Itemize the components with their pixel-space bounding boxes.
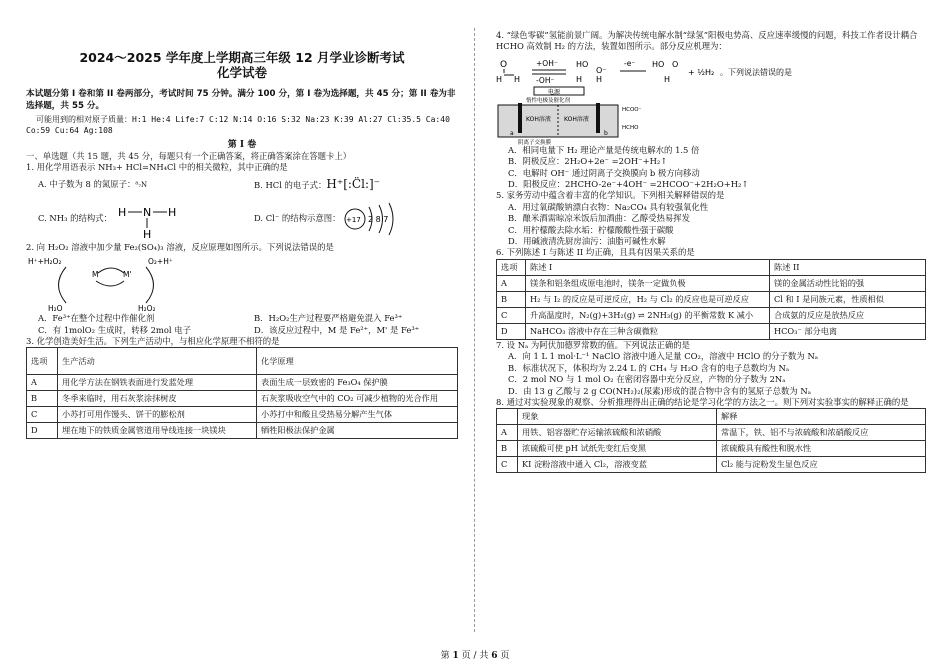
q6-header-option: 选项 <box>497 259 526 275</box>
q6-header-statement-2: 陈述 II <box>770 259 926 275</box>
q4-eq-electron: -e⁻ <box>624 58 636 68</box>
table-cell: Cl₂ 能与淀粉发生显色反应 <box>717 457 926 473</box>
table-cell: HCO₃⁻ 部分电离 <box>770 323 926 339</box>
table-cell: H₂ 与 I₂ 的反应是可逆反应，H₂ 与 Cl₂ 的反应也是可逆反应 <box>526 291 770 307</box>
q4-electrolysis-diagram <box>496 85 656 145</box>
q4-label-hcoo: HCOO⁻ <box>622 106 642 113</box>
q8-header-option <box>497 409 518 425</box>
table-row <box>497 323 926 339</box>
table-row <box>497 457 926 473</box>
q1-option-c <box>26 199 242 239</box>
q3-table <box>26 347 458 439</box>
svg-text:H: H <box>514 74 521 84</box>
q7-option-d: D．由 13 g 乙酸与 2 g CO(NH₂)₂(尿素)形成的混合物中含有的氢原子总数为 Nₐ <box>508 385 811 396</box>
q4-label-koh-left: KOH溶液 <box>526 115 551 123</box>
q3-header-activity: 生产活动 <box>58 348 257 375</box>
table-cell: 冬季来临时，用石灰浆涂抹树皮 <box>58 391 257 407</box>
table-cell: Cl 和 I 是同族元素，性质相似 <box>770 291 926 307</box>
q2-label-reactants: H⁺+H₂O₂ <box>28 257 62 267</box>
q4-option-a: A．相同电量下 H₂ 理论产量是传统电解水的 1.5 倍 <box>508 144 700 155</box>
q6-table <box>496 259 926 340</box>
table-cell: A <box>27 375 58 391</box>
svg-text:H: H <box>117 205 127 219</box>
table-cell: 小苏打中和酸且受热易分解产生气体 <box>257 407 458 423</box>
q4-eq-question: 。下列说法错误的是 <box>720 67 792 77</box>
q3-stem: 3. 化学创造美好生活。下列生产活动中，与相应化学原理不相符的是 <box>26 336 280 347</box>
table-cell: 小苏打可用作馒头、饼干的膨松剂 <box>58 407 257 423</box>
q8-table-header <box>497 409 926 425</box>
q3-header-option: 选项 <box>27 348 58 375</box>
svg-text:H: H <box>664 74 671 84</box>
table-cell: B <box>497 291 526 307</box>
table-cell: A <box>497 275 526 291</box>
table-cell: B <box>497 441 518 457</box>
q2-option-d: D．该反应过程中，M 是 Fe²⁺，M' 是 Fe³⁺ <box>254 324 420 335</box>
q7-option-b: B．标准状况下，体积均为 2.24 L 的 CH₄ 与 H₂O 含有的电子总数均为 Nₐ <box>508 362 790 373</box>
table-cell: NaHCO₃ 溶液中存在三种含碳微粒 <box>526 323 770 339</box>
table-row <box>497 291 926 307</box>
q4-label-koh-right: KOH溶液 <box>564 115 589 123</box>
atomic-masses: 可能用到的相对原子质量：H:1 He:4 Life:7 C:12 N:14 O:16 S:32 Na:23 K:39 Al:27 Cl:35.5 Ca:40 Co:59 Cu:64 Ag:108 <box>26 115 450 135</box>
q2-label-h2o2: H₂O₂ <box>138 304 156 314</box>
table-cell: C <box>497 457 518 473</box>
q1-stem: 1. 用化学用语表示 NH₃+ HCl=NH₄Cl 中的相关微粒，其中正确的是 <box>26 162 288 173</box>
table-cell: 升高温度时，N₂(g)+3H₂(g) ⇌ 2NH₃(g) 的平衡常数 K 减小 <box>526 307 770 323</box>
q2-option-a: A．Fe³⁺在整个过程中作催化剂 <box>38 313 155 324</box>
q5-option-d: D．用碱液清洗厨房油污：油脂可碱性水解 <box>508 236 666 247</box>
table-cell: 镁的金属活动性比铝的强 <box>770 275 926 291</box>
table-cell: 牺牲阳极法保护金属 <box>257 423 458 439</box>
table-row <box>27 375 458 391</box>
q2-label-m-prime: M' <box>123 270 132 280</box>
exam-title: 2024～2025 学年度上学期高三年级 12 月学业诊断考试 <box>79 50 405 65</box>
table-row <box>27 407 458 423</box>
table-cell: A <box>497 425 518 441</box>
q5-option-c: C．用柠檬酸去除水垢：柠檬酸酸性强于碳酸 <box>508 224 674 235</box>
left-column <box>26 30 458 439</box>
table-cell: B <box>27 391 58 407</box>
nh3-structure-icon <box>112 199 182 239</box>
q8-table <box>496 408 926 473</box>
svg-text:H: H <box>596 74 603 84</box>
q8-stem: 8. 通过对实验现象的观察、分析推理得出正确的结论是学习化学的方法之一。则下列对实验事实的解释正确的是 <box>496 396 909 407</box>
q7-option-c: C．2 mol NO 与 1 mol O₂ 在密闭容器中充分反应，产物的分子数为 2Nₐ <box>508 374 786 385</box>
table-cell: D <box>497 323 526 339</box>
q2-option-c: C．有 1molO₂ 生成时，转移 2mol 电子 <box>38 324 192 335</box>
table-cell: 表面生成一层致密的 Fe₃O₄ 保护膜 <box>257 375 458 391</box>
table-row <box>27 391 458 407</box>
q6-table-header <box>497 259 926 275</box>
table-cell: 常温下，铁、铝不与浓硫酸和浓硝酸反应 <box>717 425 926 441</box>
q4-mechanism-equation <box>496 53 926 85</box>
table-cell: 镁条和铝条组成原电池时，镁条一定做负极 <box>526 275 770 291</box>
footer-prefix: 第 <box>440 651 453 661</box>
section-heading: 第 I 卷 <box>227 140 257 150</box>
svg-text:H: H <box>142 227 152 239</box>
table-cell: 用化学方法在钢铁表面进行发蓝处理 <box>58 375 257 391</box>
cl-ion-diagram-icon <box>341 199 411 239</box>
table-cell: KI 淀粉溶液中通入 Cl₂，溶液变蓝 <box>518 457 717 473</box>
q4-label-electrode: 惰性电极及催化剂 <box>526 97 571 104</box>
q4-label-hcho: HCHO <box>622 124 639 131</box>
page-number: 1 <box>452 651 459 661</box>
q4-option-c: C．电解时 OH⁻ 通过阴离子交换膜向 b 极方向移动 <box>508 167 700 178</box>
q4-label-a: a <box>510 129 514 137</box>
q1-option-b-text: B. HCl 的电子式： <box>254 179 327 190</box>
svg-text:O⁻: O⁻ <box>596 65 607 75</box>
page-total: 6 <box>491 651 498 661</box>
q5-option-a: A．用过氧碳酸钠漂白衣物：Na₂CO₄ 具有较强氧化性 <box>508 201 709 212</box>
q1-option-a-text: A. 中子数为 8 的氮原子： <box>38 178 136 189</box>
q1-options-ab <box>26 174 458 196</box>
cl-shells-label: 2 8 7 <box>367 214 388 224</box>
table-row <box>27 423 458 439</box>
svg-text:H: H <box>576 74 583 84</box>
table-cell: 石灰浆吸收空气中的 CO₂ 可减少植物的光合作用 <box>257 391 458 407</box>
q8-header-explanation: 解释 <box>717 409 926 425</box>
table-cell: 用铁、铝容器贮存运输浓硫酸和浓硝酸 <box>518 425 717 441</box>
footer-suffix: 页 <box>497 651 510 661</box>
q2-cycle-diagram <box>26 253 206 313</box>
q2-label-products: O₂+H⁺ <box>148 257 173 267</box>
q4-label-membrane: 阴离子交换膜 <box>518 139 552 145</box>
table-row <box>497 425 926 441</box>
q1-option-a-symbol: ⁸₇N <box>135 180 148 189</box>
q2-label-m: M <box>92 270 99 280</box>
q1-option-b <box>242 176 458 191</box>
q4-eq-remove-oh: -OH⁻ <box>536 75 555 85</box>
table-row <box>497 441 926 457</box>
q4-option-d: D．阳极反应：2HCHO-2e⁻+4OH⁻ =2HCOO⁻+2H₂O+H₂↑ <box>508 179 749 190</box>
section-instruction: 一、单选题（共 15 题，共 45 分，每题只有一个正确答案，将正确答案涂在答题卡上） <box>26 151 352 161</box>
q4-eq-hydrogen: + ½H₂ <box>688 67 715 77</box>
q1-option-b-symbol: H⁺[:C̈l:]⁻ <box>326 176 381 191</box>
q4-eq-add-oh: +OH⁻ <box>536 58 558 68</box>
q6-stem: 6. 下列陈述 I 与陈述 II 均正确，且具有因果关系的是 <box>496 247 695 258</box>
q7-option-a: A．向 1 L 1 mol·L⁻¹ NaClO 溶液中通入足量 CO₂，溶液中 HClO 的分子数为 Nₐ <box>508 351 819 362</box>
q1-option-d <box>242 199 458 239</box>
svg-text:H: H <box>496 74 503 84</box>
svg-text:O: O <box>500 59 508 70</box>
table-cell: 浓硫酸具有酸性和脱水性 <box>717 441 926 457</box>
table-cell: C <box>27 407 58 423</box>
svg-text:HO: HO <box>576 59 589 69</box>
q2-options-ab <box>26 313 458 324</box>
svg-text:O: O <box>672 59 679 69</box>
q5-option-b: B．酿米酒需晾凉米饭后加酒曲：乙醇受热易挥发 <box>508 213 691 224</box>
column-divider <box>474 28 476 632</box>
q3-header-principle: 化学原理 <box>257 348 458 375</box>
q8-header-phenomenon: 现象 <box>518 409 717 425</box>
q2-option-b: B．H₂O₂生产过程要严格避免混入 Fe³⁺ <box>254 313 403 324</box>
footer-mid: 页 / 共 <box>458 651 492 661</box>
q1-option-d-text: D. Cl⁻ 的结构示意图： <box>254 213 341 224</box>
q3-table-header <box>27 348 458 375</box>
q4-label-b: b <box>604 129 608 137</box>
table-row <box>497 307 926 323</box>
table-cell: 合成氨的反应是放热反应 <box>770 307 926 323</box>
q4-label-power: 电源 <box>548 88 561 96</box>
exam-intro: 本试题分第 I 卷和第 II 卷两部分，考试时间 75 分钟。满分 100 分，第 I 卷为选择题，共 45 分；第 II 卷为非选择题，共 55 分。 <box>26 89 456 111</box>
table-cell: D <box>27 423 58 439</box>
q1-options-cd <box>26 196 458 242</box>
table-cell: 埋在地下的铁质金属管道用导线连接一块镁块 <box>58 423 257 439</box>
q4-stem: 4. “绿色零碳”氢能前景广阔。为解决传统电解水制“绿氢”阳极电势高、反应速率缓慢的问题，科技工作者设计耦合 HCHO 高效制 H₂ 的方法，装置如图所示。部分反应机理为： <box>496 30 918 52</box>
exam-subtitle: 化学试卷 <box>216 65 267 80</box>
svg-text:N: N <box>142 205 152 219</box>
right-column <box>496 30 926 473</box>
q4-option-b: B．阴极反应：2H₂O+2e⁻ =2OH⁻+H₂↑ <box>508 156 668 167</box>
svg-text:HO: HO <box>652 59 665 69</box>
q2-stem: 2. 向 H₂O₂ 溶液中加少量 Fe₂(SO₄)₃ 溶液，反应原理如图所示。下列说法错误的是 <box>26 241 334 252</box>
page-footer <box>0 648 950 661</box>
q1-option-c-text: C. NH₃ 的结构式： <box>38 213 112 224</box>
q1-option-a <box>26 179 242 191</box>
q5-stem: 5. 家务劳动中蕴含着丰富的化学知识。下列相关解释错误的是 <box>496 190 725 201</box>
cl-nucleus-label: +17 <box>345 215 361 224</box>
q7-stem: 7. 设 Nₐ 为阿伏加德罗常数的值。下列说法正确的是 <box>496 339 691 350</box>
svg-text:H: H <box>167 205 177 219</box>
table-cell: C <box>497 307 526 323</box>
q6-header-statement-1: 陈述 I <box>526 259 770 275</box>
q2-options-cd <box>26 325 458 336</box>
table-row <box>497 275 926 291</box>
table-cell: 浓硫酸可使 pH 试纸先变红后变黑 <box>518 441 717 457</box>
q2-label-water: H₂O <box>48 304 63 314</box>
